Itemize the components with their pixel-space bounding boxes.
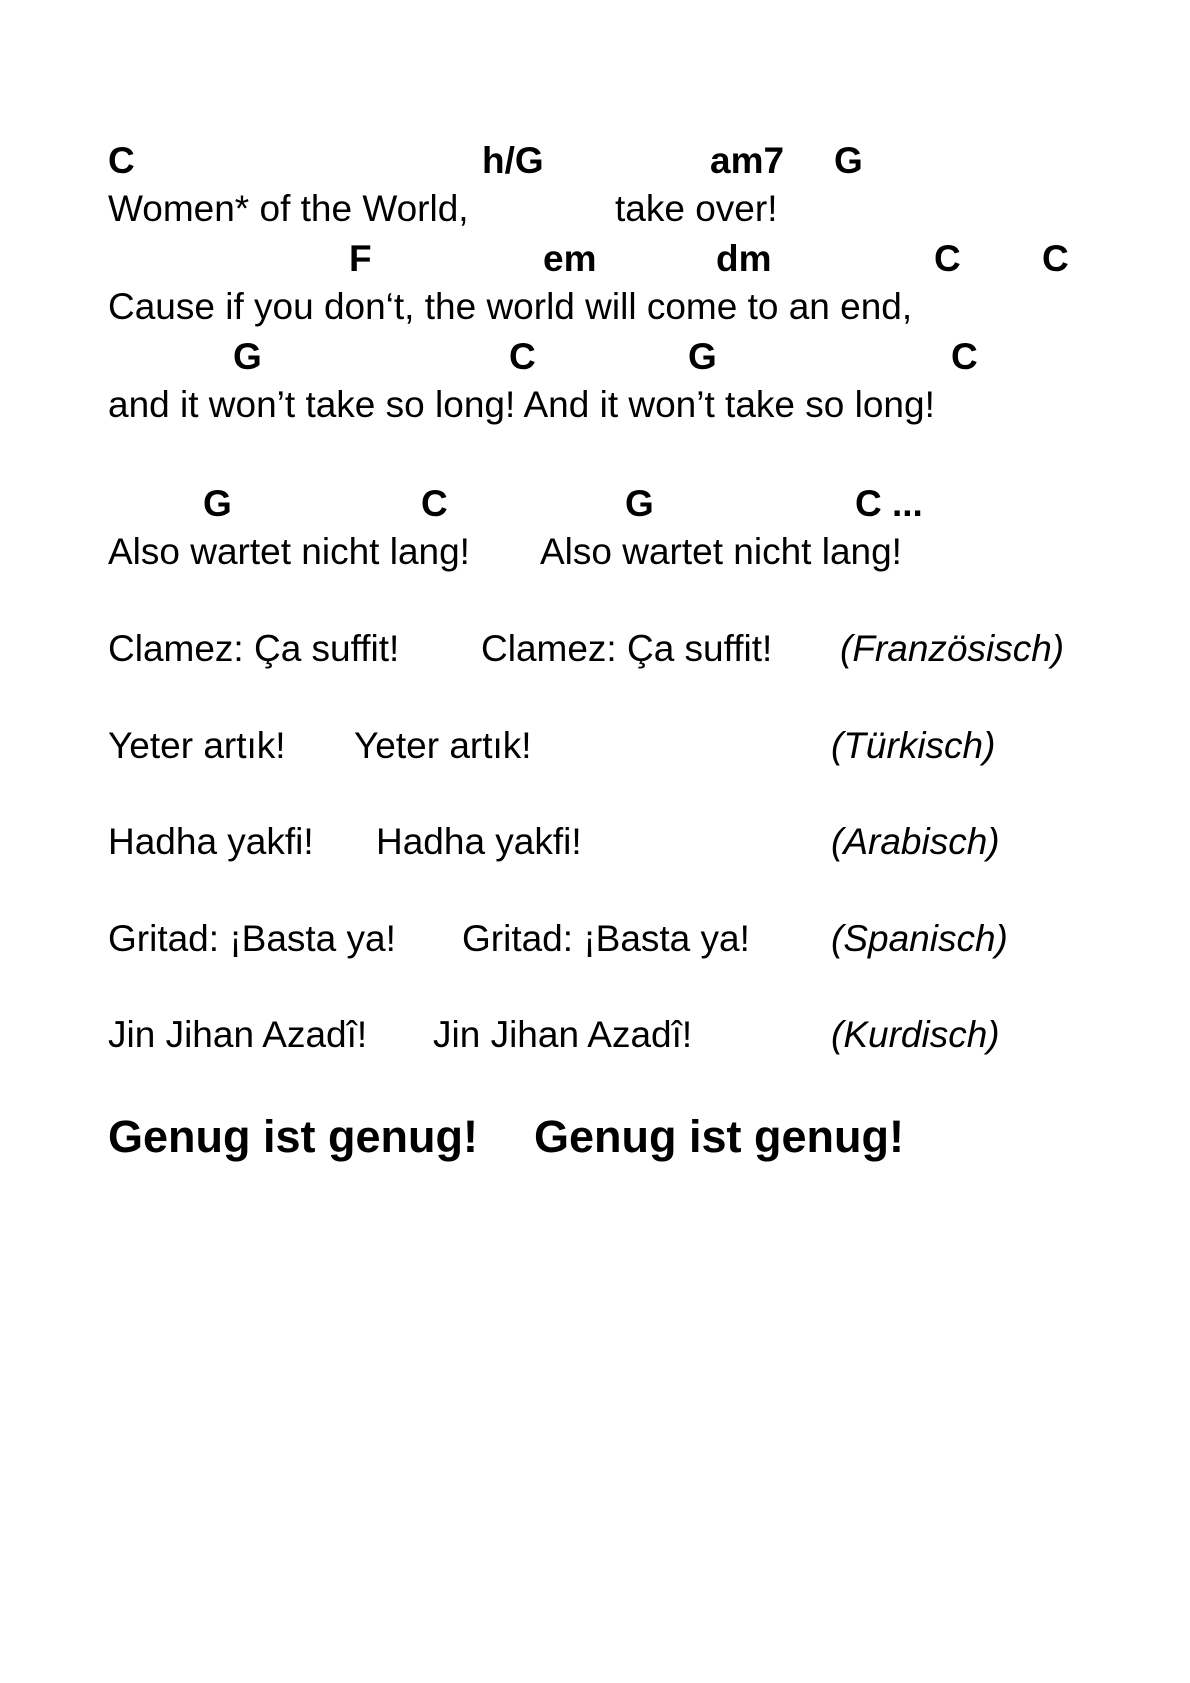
translation-phrase: Jin Jihan Azadî!: [108, 1014, 368, 1055]
translation-row-kurdish: [0, 1016, 1190, 1064]
lyric-text: and it won’t take so long! And it won’t take so long!: [108, 384, 935, 425]
language-label: (Arabisch): [831, 821, 1000, 862]
translation-phrase: Hadha yakfi!: [108, 821, 314, 862]
chord: dm: [716, 238, 772, 279]
lyric-row-3: [0, 386, 1190, 434]
lyric-row-2: [0, 288, 1190, 336]
chord: G: [688, 336, 717, 377]
chord: am7: [710, 140, 785, 181]
lyric-text: Also wartet nicht lang!: [540, 531, 902, 572]
translation-phrase: Yeter artık!: [108, 725, 286, 766]
chord-row-1: [0, 142, 1190, 190]
translation-phrase: Jin Jihan Azadî!: [433, 1014, 693, 1055]
chord: G: [233, 336, 262, 377]
translation-row-turkish: [0, 727, 1190, 775]
translation-row-arabic: [0, 823, 1190, 871]
chord: C: [934, 238, 961, 279]
chord: C: [108, 140, 135, 181]
finale-row: [0, 1111, 1190, 1172]
lyric-row-1: [0, 190, 1190, 238]
language-label: (Französisch): [840, 628, 1065, 669]
translation-phrase: Clamez: Ça suffit!: [108, 628, 400, 669]
finale-phrase: Genug ist genug!: [534, 1111, 904, 1162]
chord: G: [834, 140, 863, 181]
chord: em: [543, 238, 597, 279]
chord: F: [349, 238, 372, 279]
finale-phrase: Genug ist genug!: [108, 1111, 478, 1162]
language-label: (Spanisch): [831, 918, 1008, 959]
chord: C ...: [855, 483, 923, 524]
chord: C: [421, 483, 448, 524]
chord: h/G: [482, 140, 544, 181]
chord: G: [625, 483, 654, 524]
translation-row-french: [0, 630, 1190, 678]
translation-phrase: Hadha yakfi!: [376, 821, 582, 862]
language-label: (Kurdisch): [831, 1014, 1000, 1055]
chord: C: [951, 336, 978, 377]
translation-phrase: Yeter artık!: [354, 725, 532, 766]
chord-row-chorus: [0, 485, 1190, 533]
translation-phrase: Clamez: Ça suffit!: [481, 628, 773, 669]
chord: C: [509, 336, 536, 377]
translation-row-spanish: [0, 920, 1190, 968]
lyric-text: Women* of the World,: [108, 188, 469, 229]
lyric-text: take over!: [615, 188, 778, 229]
chord: G: [203, 483, 232, 524]
language-label: (Türkisch): [831, 725, 996, 766]
lyric-row-chorus: [0, 533, 1190, 581]
chord-row-2: [0, 240, 1190, 288]
lyric-text: Also wartet nicht lang!: [108, 531, 470, 572]
chord-row-3: [0, 338, 1190, 386]
lyric-text: Cause if you don‘t, the world will come to an end,: [108, 286, 913, 327]
translation-phrase: Gritad: ¡Basta ya!: [108, 918, 396, 959]
translation-phrase: Gritad: ¡Basta ya!: [462, 918, 750, 959]
chord: C: [1042, 238, 1069, 279]
